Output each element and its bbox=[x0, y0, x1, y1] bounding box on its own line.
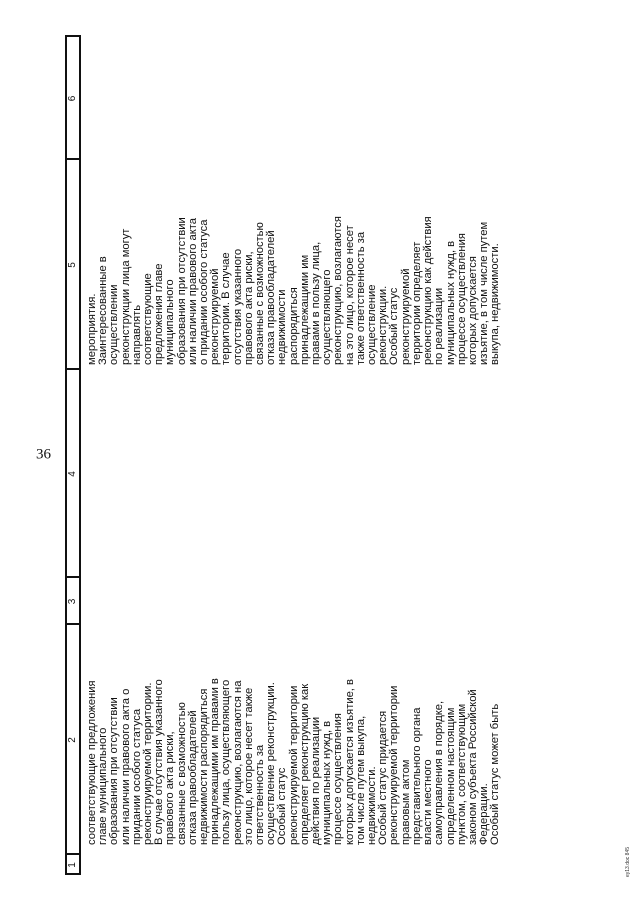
col-5-line: реконструкцию, возлагаются bbox=[332, 216, 345, 365]
col-5-line: реконструируемой bbox=[399, 268, 412, 365]
page-number: 36 bbox=[36, 446, 51, 463]
col-2-line: реконструируемой территории. bbox=[142, 682, 155, 845]
header-col-6: 6 bbox=[67, 95, 78, 102]
col-5-line: реконструкции. bbox=[377, 285, 390, 365]
col-5-line: недвижимости bbox=[276, 289, 289, 365]
col-2-line: Особый статус bbox=[276, 767, 289, 845]
header-col-4: 4 bbox=[67, 471, 78, 477]
footer-file-ref: ey13.doc 845 bbox=[625, 846, 631, 877]
col-5-line: связанные с возможностью bbox=[254, 222, 267, 365]
col-5-line: изъятие, в том числе путем bbox=[478, 221, 491, 365]
header-bottom-border bbox=[79, 35, 81, 875]
col-2-line: правового акта риски, bbox=[164, 731, 177, 845]
col-2-line: недвижимости. bbox=[366, 766, 379, 845]
col-2-line: реконструкцию, возлагаются на bbox=[231, 680, 244, 845]
col-2-line: определяет реконструкцию как bbox=[298, 683, 311, 845]
col-2-line: том числе путем выкупа, bbox=[354, 715, 367, 845]
col-2-line: принадлежащими им правами в bbox=[209, 678, 222, 845]
col-2-line: недвижимости распорядиться bbox=[198, 688, 211, 845]
col-5-line: или наличии правового акта bbox=[186, 218, 199, 365]
col-5-text bbox=[87, 160, 502, 365]
col-5-line: образования при отсутствии bbox=[175, 217, 188, 365]
col-5-line: распорядиться bbox=[287, 287, 300, 365]
col-2-line: главе муниципального bbox=[97, 727, 110, 845]
col-5-line: правами в пользу лица, bbox=[310, 241, 323, 365]
col-2-line: или наличии правового акта о bbox=[119, 688, 132, 845]
col-2-line: муниципальных нужд, в bbox=[321, 720, 334, 845]
col-2-line: В случае отсутствия указанного bbox=[153, 679, 166, 845]
col-2-line: это лицо, которое несет также bbox=[242, 687, 255, 845]
col-5-line: процессе осуществления bbox=[455, 233, 468, 365]
col-5-line: на это лицо, которое несет bbox=[343, 225, 356, 365]
col-2-line: Особый статус может быть bbox=[489, 703, 502, 845]
col-5-line: которых допускается bbox=[466, 256, 479, 365]
col-2-text bbox=[87, 623, 502, 845]
col-2-line: которых допускается изъятие, в bbox=[343, 679, 356, 845]
col-5-line: реконструируемой bbox=[209, 268, 222, 365]
col-5-line: реконструкцию как действия bbox=[422, 216, 435, 365]
col-2-line: пунктом, соответствующим bbox=[455, 703, 468, 845]
col-5-line: по реализации bbox=[433, 287, 446, 365]
col-2-line: ответственность за bbox=[254, 744, 267, 845]
col-2-line: правовым актом bbox=[399, 759, 412, 845]
col-5-line: осуществляющего bbox=[321, 269, 334, 365]
col-2-line: Федерации. bbox=[478, 783, 491, 845]
col-5-line: выкупа, недвижимости. bbox=[489, 243, 502, 365]
col-2-line: самоуправления в порядке, bbox=[433, 700, 446, 845]
header-col-2: 2 bbox=[67, 737, 78, 743]
col-2-line: Особый статус придается bbox=[377, 710, 390, 845]
col-5-line: о придании особого статуса bbox=[198, 219, 211, 365]
col-5-line: Заинтересованные в bbox=[97, 256, 110, 365]
col-5-line: территории определяет bbox=[410, 241, 423, 365]
col-2-line: процессе осуществления bbox=[332, 713, 345, 845]
col-5-line: также ответственность за bbox=[354, 231, 367, 365]
col-5-line: направлять bbox=[130, 304, 143, 365]
col-5-line: муниципального bbox=[164, 279, 177, 365]
col-5-line: мероприятия. bbox=[86, 293, 98, 365]
col-2-line: осуществление реконструкции. bbox=[265, 682, 278, 845]
col-5-line: реконструкции лица могут bbox=[119, 228, 132, 365]
col-2-line: власти местного bbox=[422, 759, 435, 845]
col-2-line: реконструируемой территории bbox=[287, 685, 300, 845]
col-2-line: связанные с возможностью bbox=[175, 702, 188, 845]
col-2-line: реконструируемой территории bbox=[388, 685, 401, 845]
header-col-1: 1 bbox=[67, 862, 78, 868]
col-2-line: действия по реализации bbox=[310, 716, 323, 845]
rotated-landscape-content bbox=[36, 35, 631, 877]
header-col-5: 5 bbox=[67, 262, 78, 268]
col-5-line: осуществление bbox=[366, 284, 379, 365]
col-2-line: представительного органа bbox=[410, 707, 423, 845]
col-2-line: отказа правообладателей bbox=[186, 710, 199, 845]
col-5-line: правового акта риски, bbox=[242, 251, 255, 365]
col-5-line: соответствующие bbox=[142, 273, 155, 365]
col-2-line: пользу лица, осуществляющего bbox=[220, 679, 233, 845]
col-5-line: принадлежащими им bbox=[298, 254, 311, 365]
col-5-line: отказа правообладателей bbox=[265, 230, 278, 365]
col-5-line: предложения главе bbox=[153, 263, 166, 365]
col-2-line: придании особого статуса bbox=[130, 708, 143, 845]
col-2-line: соответствующие предложения bbox=[86, 680, 98, 845]
col-2-line: определенном настоящим bbox=[444, 707, 457, 845]
col-5-line: Особый статус bbox=[388, 287, 401, 365]
header-col-3: 3 bbox=[67, 598, 78, 605]
col-2-line: законом субъекта Российской bbox=[466, 689, 479, 845]
col-5-line: муниципальных нужд, в bbox=[444, 240, 457, 365]
comparison-table bbox=[65, 35, 620, 875]
col-5-line: осуществлении bbox=[108, 284, 121, 365]
col-5-line: отсутствия указанного bbox=[231, 248, 244, 365]
col-2-line: образования при отсутствии bbox=[108, 697, 121, 845]
col-5-line: территории. В случае bbox=[220, 252, 233, 365]
